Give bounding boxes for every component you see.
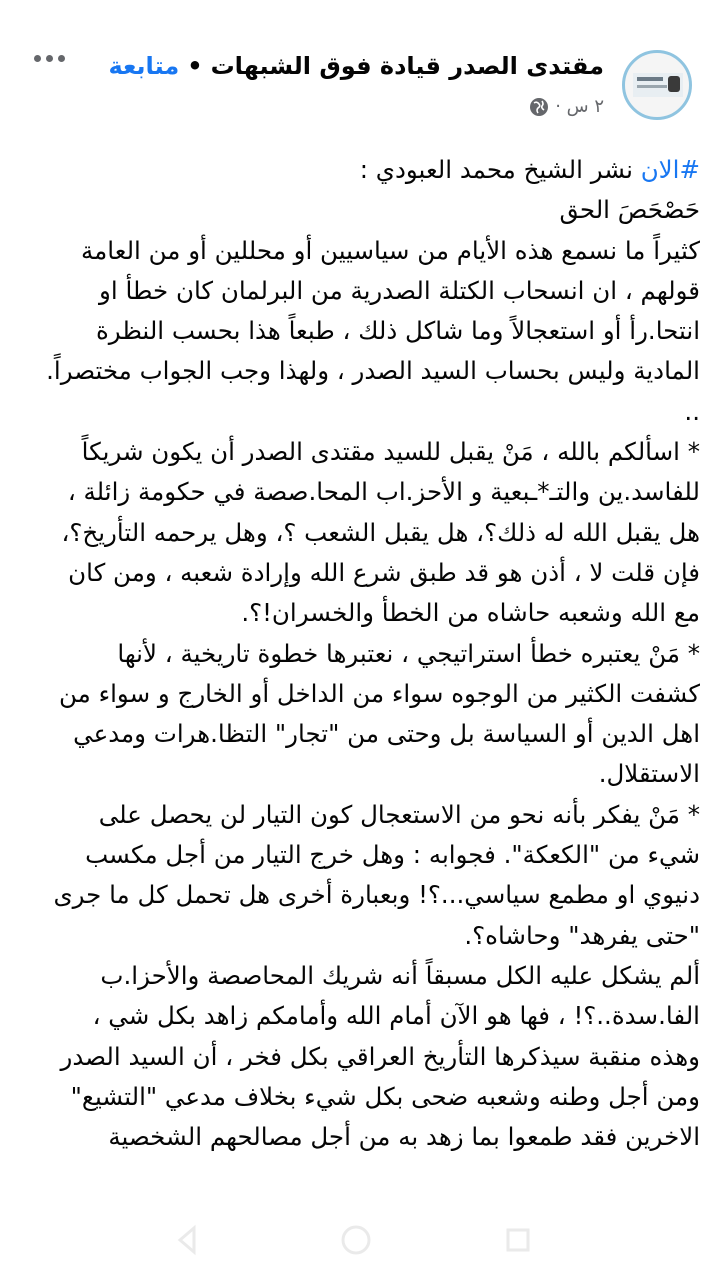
back-icon[interactable] (170, 1222, 206, 1258)
avatar-image (633, 73, 683, 97)
post-header (0, 0, 714, 140)
post-text (40, 150, 700, 1220)
post-paragraph: حَصْحَصَ الحق كثيراً ما نسمع هذه الأيام من سياسيين أو محللين أو من العامة قولهم ، ان انسحاب الكتلة الصدرية من البرلمان كان خطأ او انتحا.رأ أو استعجالاً وما شاكل ذلك ، طبعاً هذا بحسب النظرة المادية وليس بحساب السيد الصدر ، ولهذا وجب الجواب مختصراً. .. (46, 195, 700, 426)
post-paragraph: * مَنْ يفكر بأنه نحو من الاستعجال كون التيار لن يحصل على شيء من "الكعكة". فجوابه : وهل خرج التيار من أجل مكسب دنيوي او مطمع سياسي...؟! وبعبارة أخرى هل تحمل كل ما جرى "حتى يفرهد" وحاشاه؟. (53, 799, 700, 950)
post-paragraph: * مَنْ يعتبره خطأ استراتيجي ، نعتبرها خطوة تاريخية ، لأنها كشفت الكثير من الوجوه سواء من الداخل أو الخارج و سواء من اهل الدين أو السياسة بل وحتى من "تجار" التظا.هرات ومدعي الاستقلال. (59, 638, 700, 789)
page-name-line (108, 52, 604, 80)
page-avatar[interactable] (622, 50, 692, 120)
post-timestamp[interactable]: ٢ س · (555, 96, 604, 117)
post-intro: نشر الشيخ محمد العبودي : (359, 155, 641, 184)
post-paragraph: * اسألكم بالله ، مَنْ يقبل للسيد مقتدى الصدر أن يكون شريكاً للفاسد.ين والتـ*ـبعية و الأحز.اب المحا.صصة في حكومة زائلة ، هل يقبل الله له ذلك؟، هل يقبل الشعب ؟، وهل يرحمه التأريخ؟، فإن قلت لا ، أذن هو قد طبق شرع الله وإرادة شعبه ، ومن كان مع الله وشعبه حاشاه من الخطأ والخسران!؟. (61, 437, 700, 628)
hashtag-link[interactable]: #الان (640, 155, 700, 184)
recents-icon[interactable] (500, 1222, 536, 1258)
globe-icon (529, 97, 549, 117)
post-intro-line (40, 150, 700, 190)
more-options-icon[interactable] (34, 48, 74, 68)
home-icon[interactable] (338, 1222, 374, 1258)
page-name-link[interactable]: مقتدى الصدر قيادة فوق الشبهات (210, 52, 604, 80)
post-meta (529, 96, 604, 117)
follow-button[interactable]: متابعة (108, 52, 180, 80)
separator-dot: • (187, 52, 203, 80)
post-paragraph: ألم يشكل عليه الكل مسبقاً أنه شريك المحاصصة والأحزا.ب الفا.سدة..؟! ، فها هو الآن أمام الله وأمامكم زاهد بكل شي ، وهذه منقبة سيذكرها التأريخ العراقي بكل فخر ، أن السيد الصدر ومن أجل وطنه وشعبه ضحى بكل شيء بخلاف مدعي "التشيع" الاخرين فقد طمعوا بما زهد به من أجل مصالحهم الشخصية (60, 960, 700, 1152)
system-navigation-bar (0, 1220, 714, 1260)
